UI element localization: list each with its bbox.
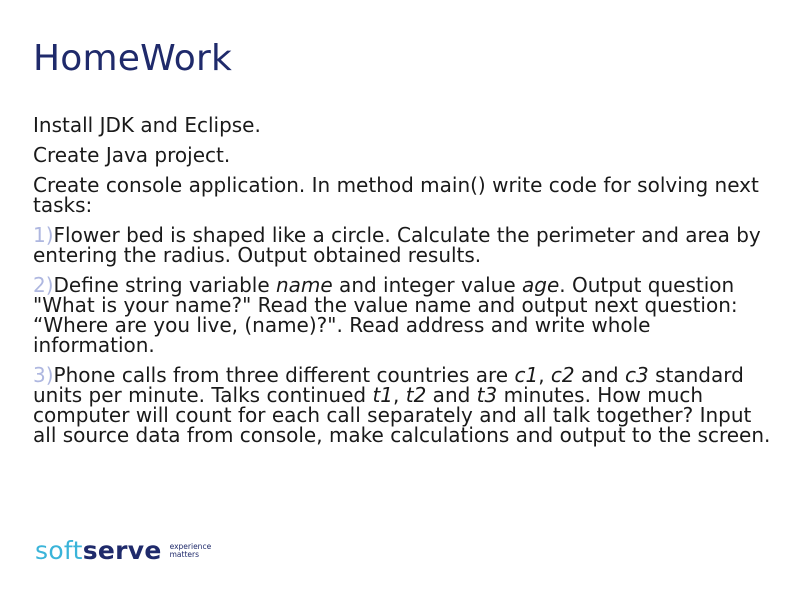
- task-text-run: Flower bed is shaped like a circle. Calculate the perimeter and area by entering the radius. Output obtained results.: [33, 223, 761, 267]
- task-item: [33, 225, 778, 265]
- softserve-logo: [35, 536, 211, 565]
- logo-tagline-line2: matters: [169, 549, 199, 559]
- task-number: 3): [33, 363, 54, 387]
- logo-tagline-line1: experience: [169, 541, 212, 551]
- task-variable: c1: [514, 363, 539, 387]
- task-text-run: minutes. How much computer will count for each call separately and all talk together? Input all source data from console, make calculations and output to the screen.: [33, 383, 771, 447]
- task-text: [33, 273, 738, 357]
- task-text-run: Define string variable: [53, 273, 276, 297]
- task-item: [33, 365, 778, 445]
- task-variable: t3: [476, 383, 498, 407]
- task-text-run: and integer value: [332, 273, 522, 297]
- task-number: 1): [33, 223, 54, 247]
- task-text: [33, 363, 770, 447]
- paragraph-install: Install JDK and Eclipse.: [33, 113, 261, 137]
- task-text-run: and: [574, 363, 625, 387]
- task-text-run: Phone calls from three different countries are: [53, 363, 515, 387]
- task-variable: c2: [550, 363, 575, 387]
- task-text: [33, 223, 761, 267]
- logo-serve: serve: [82, 536, 162, 565]
- paragraph-console-app: Create console application. In method main() write code for solving next tasks:: [33, 173, 759, 217]
- task-variable: name: [275, 273, 333, 297]
- task-text-run: ,: [538, 363, 551, 387]
- task-variable: age: [522, 273, 560, 297]
- slide-title: HomeWork: [33, 38, 233, 79]
- task-item: [33, 275, 778, 355]
- paragraph-create-project: Create Java project.: [33, 143, 231, 167]
- task-text-run: ,: [393, 383, 406, 407]
- task-number: 2): [33, 273, 54, 297]
- task-text-run: . Output question "What is your name?" Read the value name and output next question: “Where are you live, (name)?". Read address and write whole information.: [33, 273, 738, 357]
- logo-soft: soft: [35, 536, 83, 565]
- logo-tagline: [170, 543, 212, 559]
- task-variable: c3: [624, 363, 649, 387]
- task-variable: t1: [372, 383, 394, 407]
- slide-content: [33, 115, 778, 455]
- task-text-run: and: [426, 383, 477, 407]
- task-variable: t2: [405, 383, 427, 407]
- logo-wordmark: [35, 536, 162, 565]
- task-text-run: standard units per minute. Talks continued: [33, 363, 744, 407]
